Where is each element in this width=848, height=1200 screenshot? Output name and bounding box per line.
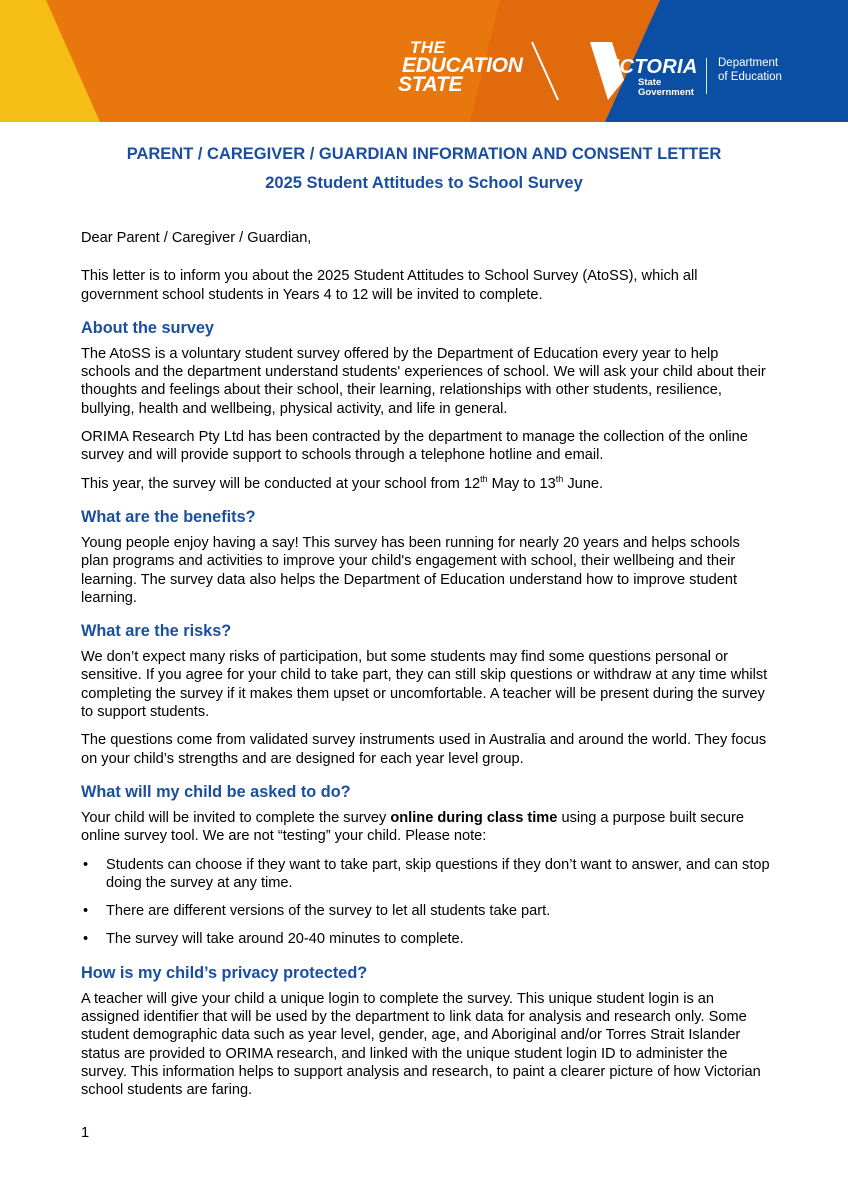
heading-risks: What are the risks? (81, 622, 232, 641)
heading-about-survey: About the survey (81, 318, 214, 337)
list-item: • The survey will take around 20-40 minutes to complete. (83, 931, 464, 948)
education-state-slash-icon (528, 40, 562, 104)
heading-privacy: How is my child’s privacy protected? (81, 963, 368, 982)
heading-child-asked: What will my child be asked to do? (81, 782, 351, 801)
letter-body (81, 229, 771, 1110)
logo-state-government: State Government (638, 77, 694, 98)
greeting: Dear Parent / Caregiver / Guardian, (81, 230, 312, 246)
logo-state: STATE (398, 72, 463, 96)
header-banner (0, 0, 848, 122)
asked-paragraph: Your child will be invited to complete the survey online during class time using a purpose built secure online survey tool. We are not “testing” your child. Please note: (81, 809, 744, 845)
about-paragraph-dates: This year, the survey will be conducted at your school from 12th May to 13th June. (81, 473, 604, 492)
intro-paragraph: This letter is to inform you about the 2025 Student Attitudes to School Survey (AtoSS), which all government school students in Years 4 to 12 will be invited to complete. (81, 268, 698, 303)
document-subtitle: 2025 Student Attitudes to School Survey (265, 174, 583, 192)
list-item: • Students can choose if they want to take part, skip questions if they don’t want to answer, and can stop doing the survey at any time. (83, 856, 770, 891)
logo-the: THE (410, 38, 446, 57)
list-item: • There are different versions of the survey to let all students take part. (83, 903, 551, 920)
about-paragraph-1: The AtoSS is a voluntary student survey offered by the Department of Education every year to help schools and the department understand students' experiences of school. We will ask your child about their thoughts and feelings about their school, their learning, relationships with other students, resilience, bullying, health and wellbeing, physical activity, and life in general. (81, 345, 766, 417)
about-paragraph-2: ORIMA Research Pty Ltd has been contracted by the department to manage the collection of the online survey and will provide support to schools through a telephone hotline and email. (81, 429, 748, 464)
logo-divider (706, 58, 707, 94)
logo-education: EDUCATION (402, 53, 523, 77)
education-state-logo (376, 40, 523, 94)
risks-paragraph-2: The questions come from validated survey instruments used in Australia and around the world. They focus on your child’s strengths and are designed for each year level group. (81, 732, 767, 767)
privacy-paragraph: A teacher will give your child a unique login to complete the survey. This unique student login is an assigned identifier that will be used by the department to link data for analysis and research only. Some student demographic data such as year level, gender, age, and Aboriginal and/or Torres Strait Islander status are provided to ORIMA research, and linked with the unique student login ID to administer the survey. This information helps to support analysis and research, to paint a clearer picture of how Victorian school students are faring. (81, 990, 761, 1099)
document-title: PARENT / CAREGIVER / GUARDIAN INFORMATION AND CONSENT LETTER (126, 145, 722, 163)
benefits-paragraph: Young people enjoy having a say! This survey has been running for nearly 20 years and helps schools plan programs and activities to improve your child's engagement with school, their wellbeing and their learning. The survey data also helps the Department of Education understand how to improve student learning. (81, 534, 740, 606)
bullet-icon: • (83, 903, 89, 920)
risks-paragraph-1: We don’t expect many risks of participation, but some students may find some questions personal or sensitive. If you agree for your child to take part, they can still skip questions or withdraw at any time whilst completing the survey if it makes them upset or uncomfortable. A teacher will be present during the survey to support students. (81, 649, 768, 721)
note-list (81, 856, 771, 949)
page-number: 1 (81, 1125, 90, 1141)
victoria-government-logo (590, 42, 698, 107)
department-of-education-label: Department of Education (718, 57, 782, 84)
bullet-icon: • (83, 931, 89, 948)
bullet-icon: • (83, 856, 89, 873)
logo-victoria: VICTORIA (600, 56, 698, 78)
heading-benefits: What are the benefits? (81, 507, 256, 526)
